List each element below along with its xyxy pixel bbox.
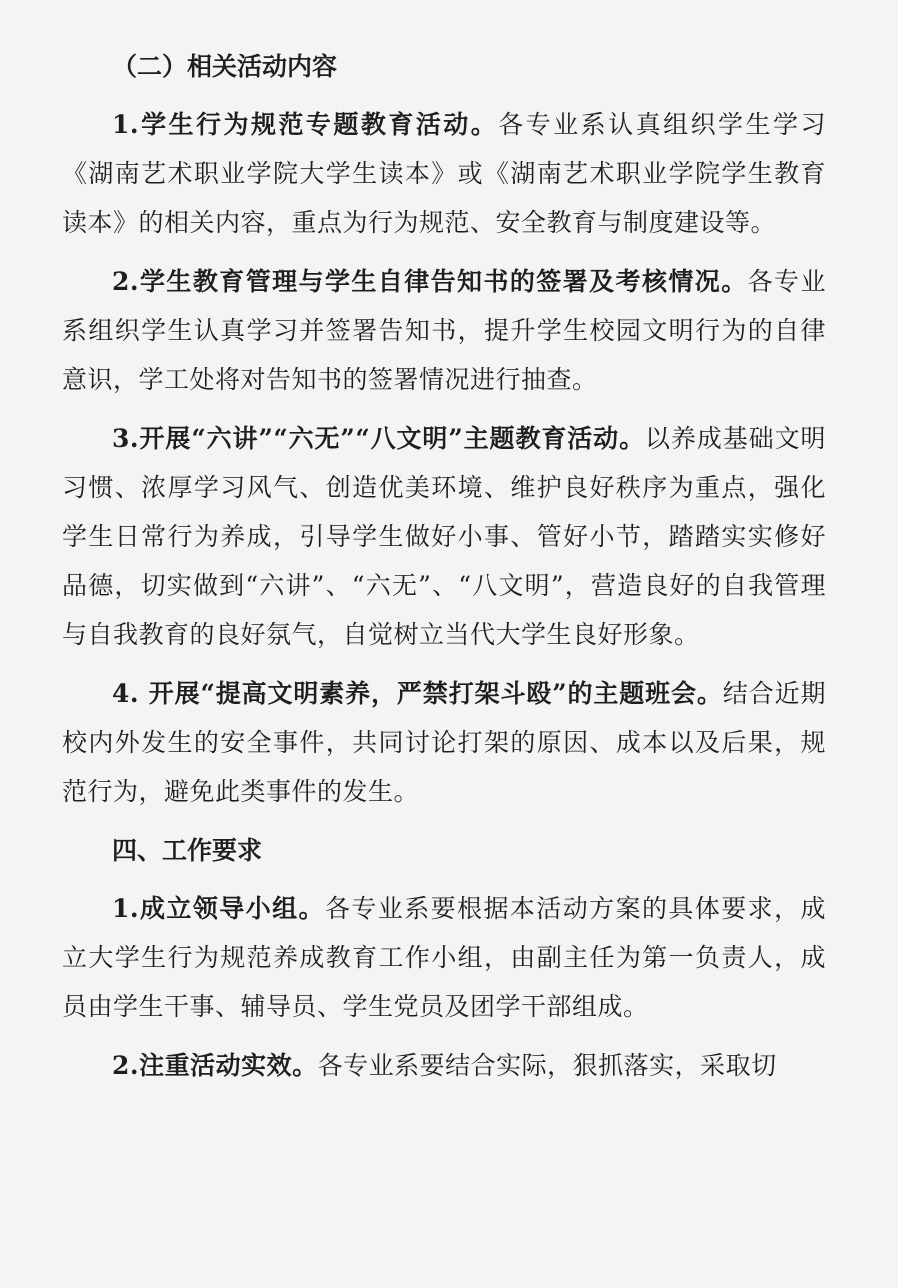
section-heading-requirements: 四、工作要求 — [112, 836, 263, 865]
paragraph-item-4 — [62, 669, 826, 816]
paragraph-lead: 4. 开展“提高文明素养，严禁打架斗殴”的主题班会。 — [112, 679, 723, 708]
paragraph-lead: 3.开展“六讲”“六无”“八文明”主题教育活动。 — [112, 424, 646, 453]
paragraph-body: 各专业系认真组织学生学习《湖南艺术职业学院大学生读本》或《湖南艺术职业学院学生教育读本》的相关内容，重点为行为规范、安全教育与制度建设等。 — [62, 110, 826, 237]
paragraph-lead: 2.学生教育管理与学生自律告知书的签署及考核情况。 — [112, 267, 748, 296]
paragraph-item-1 — [62, 100, 826, 247]
paragraph-lead: 1.学生行为规范专题教育活动。 — [112, 110, 499, 139]
paragraph-body: 以养成基础文明习惯、浓厚学习风气、创造优美环境、维护良好秩序为重点，强化学生日常行为养成，引导学生做好小事、管好小节，踏踏实实修好品德，切实做到“六讲”、“六无”、“八文明”，营造良好的自我管理与自我教育的良好氛气，自觉树立当代大学生良好形象。 — [62, 424, 826, 649]
paragraph-requirement-1 — [62, 884, 826, 1031]
paragraph-body: 结合近期校内外发生的安全事件，共同讨论打架的原因、成本以及后果，规范行为，避免此类事件的发生。 — [62, 679, 826, 806]
paragraph-body: 各专业系要结合实际，狠抓落实，采取切 — [317, 1051, 777, 1080]
paragraph-body: 各专业系组织学生认真学习并签署告知书，提升学生校园文明行为的自律意识，学工处将对告知书的签署情况进行抽查。 — [62, 267, 826, 394]
section-heading-activities: （二）相关活动内容 — [112, 52, 338, 81]
paragraph-item-2 — [62, 257, 826, 404]
paragraph-lead: 1.成立领导小组。 — [112, 894, 325, 923]
paragraph-requirement-2 — [62, 1041, 826, 1090]
paragraph-lead: 2.注重活动实效。 — [112, 1051, 318, 1080]
paragraph-item-3 — [62, 414, 826, 659]
paragraph-body: 各专业系要根据本活动方案的具体要求，成立大学生行为规范养成教育工作小组，由副主任为第一负责人，成员由学生干事、辅导员、学生党员及团学干部组成。 — [62, 894, 826, 1021]
